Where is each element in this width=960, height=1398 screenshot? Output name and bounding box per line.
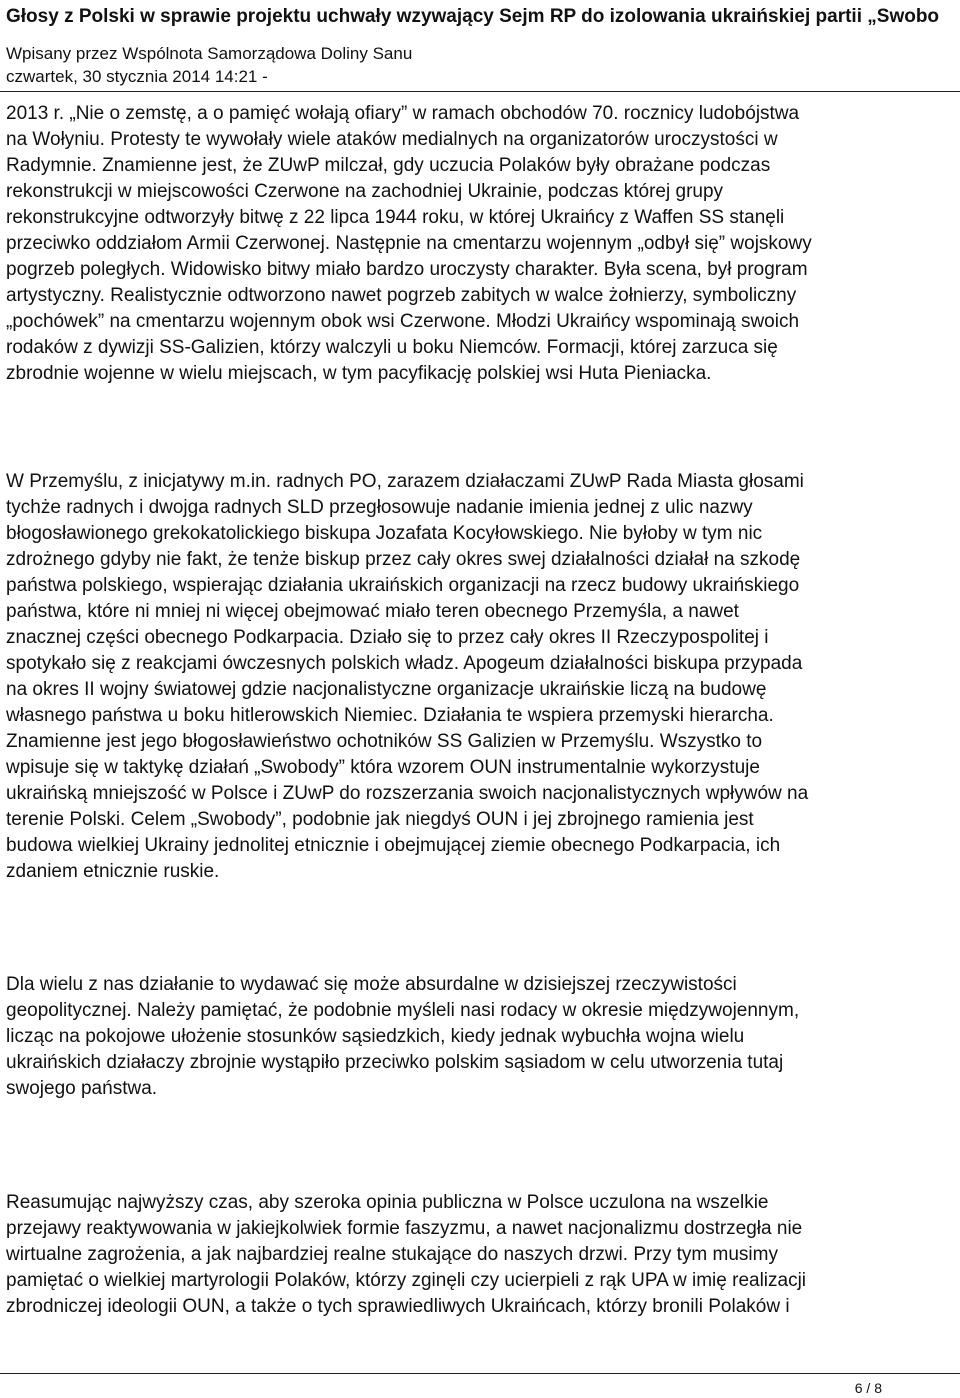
text-line: Reasumując najwyższy czas, aby szeroka opinia publiczna w Polsce uczulona na wszelkie	[6, 1192, 769, 1213]
text-line: na okres II wojny światowej gdzie nacjonalistyczne organizacje ukraińskie liczą na budowę	[6, 679, 767, 700]
text-line: terenie Polski. Celem „Swobody”, podobnie jak niegdyś OUN i jej zbrojnego ramienia jest	[6, 809, 754, 830]
text-line: błogosławionego grekokatolickiego biskupa Jozafata Kocyłowskiego. Nie byłoby w tym nic	[6, 523, 763, 544]
text-line: geopolitycznej. Należy pamiętać, że podobnie myśleli nasi rodacy w okresie międzywojennym,	[6, 1000, 800, 1021]
text-line: zbrodnie wojenne w wielu miejscach, w tym pacyfikację polskiej wsi Huta Pieniacka.	[6, 363, 712, 384]
text-line: tychże radnych i dwojga radnych SLD przegłosowuje nadanie imienia jednej z ulic nazwy	[6, 497, 753, 518]
text-line: pamiętać o wielkiej martyrologii Polaków, którzy zginęli czy ucierpieli z rąk UPA w imię realizacji	[6, 1270, 807, 1291]
text-line: znacznej części obecnego Podkarpacia. Działo się to przez cały okres II Rzeczypospolitej i	[6, 627, 769, 648]
text-line: rekonstrukcji w miejscowości Czerwone na zachodniej Ukrainie, podczas której grupy	[6, 181, 724, 202]
text-line: wirtualne zagrożenia, a jak najbardziej realne stukające do naszych drzwi. Przy tym musimy	[6, 1244, 778, 1265]
document-title: Głosy z Polski w sprawie projektu uchwały wzywający Sejm RP do izolowania ukraińskiej partii „Swobo	[6, 6, 940, 27]
text-line: na Wołyniu. Protesty te wywołały wiele ataków medialnych na organizatorów uroczystości w	[6, 129, 778, 150]
text-line: własnego państwa u boku hitlerowskich Niemiec. Działania te wspiera przemyski hierarcha.	[6, 705, 774, 726]
text-line: 2013 r. „Nie o zemstę, a o pamięć wołają ofiary” w ramach obchodów 70. rocznicy ludobójstwa	[6, 103, 800, 124]
header-divider	[0, 91, 960, 92]
text-line: budowa wielkiej Ukrainy jednolitej etnicznie i obejmującej ziemie obecnego Podkarpacia, ich	[6, 835, 781, 856]
text-line: W Przemyślu, z inicjatywy m.in. radnych PO, zarazem działaczami ZUwP Rada Miasta głosami	[6, 471, 804, 492]
author-line: Wpisany przez Wspólnota Samorządowa Doliny Sanu	[6, 44, 413, 63]
text-line: zbrodniczej ideologii OUN, a także o tych sprawiedliwych Ukraińcach, którzy bronili Polaków i	[6, 1296, 790, 1317]
footer-divider	[0, 1373, 960, 1374]
text-line: wpisuje się w taktykę działań „Swobody” która wzorem OUN instrumentalnie wykorzystuje	[6, 757, 760, 778]
text-line: państwa, które ni mniej ni więcej obejmować miało teren obecnego Przemyśla, a nawet	[6, 601, 739, 622]
text-line: Radymnie. Znamienne jest, że ZUwP milczał, gdy uczucia Polaków były obrażane podczas	[6, 155, 771, 176]
text-line: przeciwko oddziałom Armii Czerwonej. Następnie na cmentarzu wojennym „odbył się” wojskowy	[6, 233, 812, 254]
text-line: spotykało się z reakcjami ówczesnych polskich władz. Apogeum działalności biskupa przypada	[6, 653, 803, 674]
page-footer	[0, 1370, 960, 1398]
date-line: czwartek, 30 stycznia 2014 14:21 -	[6, 67, 268, 86]
text-line: „pochówek” na cmentarzu wojennym obok wsi Czerwone. Młodzi Ukraińcy wspominają swoich	[6, 311, 800, 332]
page-header	[0, 0, 960, 92]
text-line: pogrzeb poległych. Widowisko bitwy miało bardzo uroczysty charakter. Była scena, był program	[6, 259, 808, 280]
text-line: zdaniem etnicznie ruskie.	[6, 861, 220, 882]
text-line: ukraińskich działaczy zbrojnie wystąpiło przeciwko polskim sąsiadom w celu utworzenia tutaj	[6, 1052, 784, 1073]
paragraph-4	[6, 1190, 956, 1320]
paragraph-3	[6, 972, 956, 1102]
text-line: swojego państwa.	[6, 1078, 158, 1099]
page-number: 6 / 8	[854, 1380, 882, 1396]
paragraph-2	[6, 469, 956, 885]
text-line: rekonstrukcyjne odtworzyły bitwę z 22 lipca 1944 roku, w której Ukraińcy z Waffen SS stanęli	[6, 207, 785, 228]
text-line: przejawy reaktywowania w jakiejkolwiek formie faszyzmu, a nawet nacjonalizmu dostrzegła nie	[6, 1218, 803, 1239]
text-line: Znamienne jest jego błogosławieństwo ochotników SS Galizien w Przemyślu. Wszystko to	[6, 731, 763, 752]
text-line: państwa polskiego, wspierając działania ukraińskich organizacji na rzecz budowy ukraińskiego	[6, 575, 800, 596]
text-line: zdrożnego gdyby nie fakt, że tenże biskup przez cały okres swej działalności działał na szkodę	[6, 549, 801, 570]
text-line: artystyczny. Realistycznie odtworzono nawet pogrzeb zabitych w walce żołnierzy, symboliczny	[6, 285, 797, 306]
text-line: Dla wielu z nas działanie to wydawać się może absurdalne w dzisiejszej rzeczywistości	[6, 974, 737, 995]
text-line: rodaków z dywizji SS-Galizien, którzy walczyli u boku Niemców. Formacji, której zarzuca się	[6, 337, 778, 358]
paragraph-1	[6, 101, 956, 387]
text-line: ukraińską mniejszość w Polsce i ZUwP do rozszerzania swoich nacjonalistycznych wpływów na	[6, 783, 809, 804]
text-line: licząc na pokojowe ułożenie stosunków sąsiedzkich, kiedy jednak wybuchła wojna wielu	[6, 1026, 745, 1047]
